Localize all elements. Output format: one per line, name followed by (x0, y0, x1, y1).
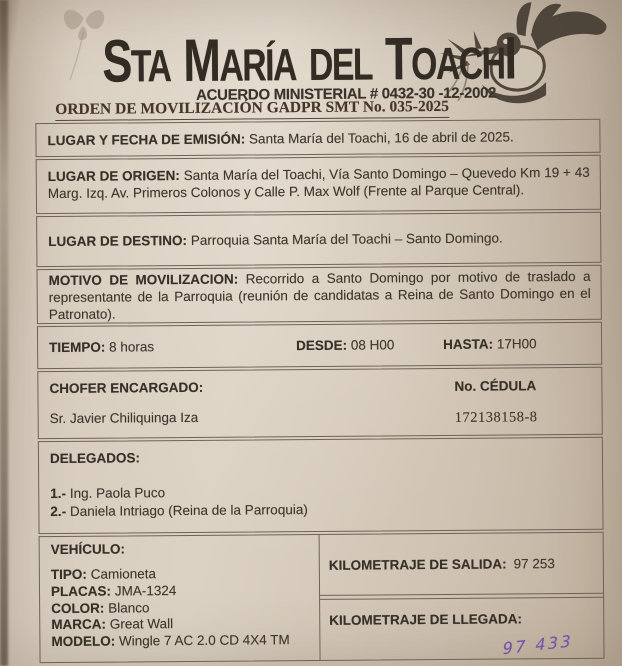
field-value: Great Wall (109, 616, 174, 632)
field-label: VEHÍCULO: (50, 541, 125, 558)
row-lugar-destino (36, 212, 601, 267)
logo-letter: S (102, 27, 132, 95)
row-delegados (38, 437, 604, 534)
kilometraje-salida-cell (320, 533, 603, 596)
logo-letter: I (504, 24, 516, 92)
acuerdo-ministerial-line: ACUERDO MINISTERIAL # 0432-30 -12-2002 (196, 84, 497, 104)
field-value: JMA-1324 (114, 582, 177, 599)
field-value: 17H00 (496, 336, 537, 352)
delegado-number: 2.- (50, 503, 67, 519)
cedula-number: 172138158-8 (454, 409, 538, 426)
logo-letter: M (183, 26, 220, 94)
delegado-name: Daniela Intriago (Reina de la Parroquia) (69, 501, 308, 519)
handwritten-odometer: 97 433 (502, 631, 574, 659)
vehiculo-marca (51, 615, 311, 634)
vehiculo-details-cell (40, 535, 321, 662)
field-label: MARCA: (51, 617, 107, 633)
row-lugar-origen (36, 155, 601, 214)
delegado-number: 1.- (50, 485, 67, 502)
logo-letter: T (384, 25, 412, 93)
field-label: DESDE: (296, 337, 348, 354)
field-label: LUGAR DE ORIGEN: (47, 168, 180, 185)
field-value: Wingle 7 AC 2.0 CD 4X4 TM (118, 632, 290, 649)
field-label: PLACAS: (50, 583, 112, 599)
field-value: 97 253 (513, 555, 555, 571)
row-chofer-encargado (37, 367, 603, 439)
row-vehiculo (39, 532, 605, 663)
field-value: Santa María del Toachi, Vía Santo Domingo – Quevedo Km 19 + 43 Marg. Izq. Av. Primeros Colonos y Calle P. Max Wolf (Frente al Parque Central). (47, 164, 590, 202)
field-value: Camioneta (90, 566, 157, 582)
document-title: ORDEN DE MOVILIZACIÓN GADPR SMT No. 035-2025 (55, 98, 449, 121)
field-value: 8 horas (109, 339, 155, 355)
field-value: Parroquia Santa María del Toachi – Santo Domingo. (190, 230, 503, 248)
logo-letter: DEL (308, 38, 373, 91)
row-motivo-movilizacion (36, 265, 601, 324)
field-label: LUGAR DE DESTINO: (48, 232, 188, 250)
chofer-name: Sr. Javier Chiliquinga Iza (49, 409, 199, 427)
field-label: COLOR: (51, 600, 105, 616)
kilometraje-llegada-cell (320, 597, 603, 660)
field-label: HASTA: (443, 336, 494, 352)
field-label: CHOFER ENCARGADO: (49, 379, 204, 397)
movilizacion-form (35, 119, 604, 665)
row-lugar-fecha-emision (35, 119, 600, 157)
field-value: Santa María del Toachi, 16 de abril de 2025. (248, 128, 514, 146)
field-value: 08 H00 (350, 337, 395, 353)
delegado-item (50, 498, 592, 520)
logo-letter: OACH (410, 37, 505, 90)
logo-letter: TA (130, 40, 171, 92)
delegados-list (50, 481, 592, 520)
field-label: LUGAR Y FECHA DE EMISIÓN: (47, 131, 246, 148)
vehiculo-modelo (51, 632, 311, 651)
field-label: TIPO: (50, 566, 87, 583)
cedula-label: No. CÉDULA (454, 378, 537, 394)
row-tiempo (37, 322, 602, 369)
field-label: MODELO: (51, 633, 116, 650)
vehiculo-color (51, 599, 311, 618)
field-label: TIEMPO: (49, 339, 106, 356)
vehiculo-placas (51, 582, 311, 601)
field-label: MOTIVO DE MOVILIZACION: (48, 271, 239, 289)
delegado-name: Ing. Paola Puco (69, 485, 166, 501)
logo-letter: ARÍA (219, 39, 297, 91)
field-value: Recorrido a Santo Domingo por motivo de traslado a representante de la Parroquia (reunión de candidatas a Reina de Santo Domingo en el Patronato). (48, 268, 591, 322)
field-label: KILOMETRAJE DE LLEGADA: (329, 611, 523, 628)
field-label: KILOMETRAJE DE SALIDA: (328, 555, 507, 573)
field-value: Blanco (108, 599, 150, 616)
field-label: DELEGADOS: (49, 450, 141, 467)
vehiculo-tipo (51, 565, 311, 584)
